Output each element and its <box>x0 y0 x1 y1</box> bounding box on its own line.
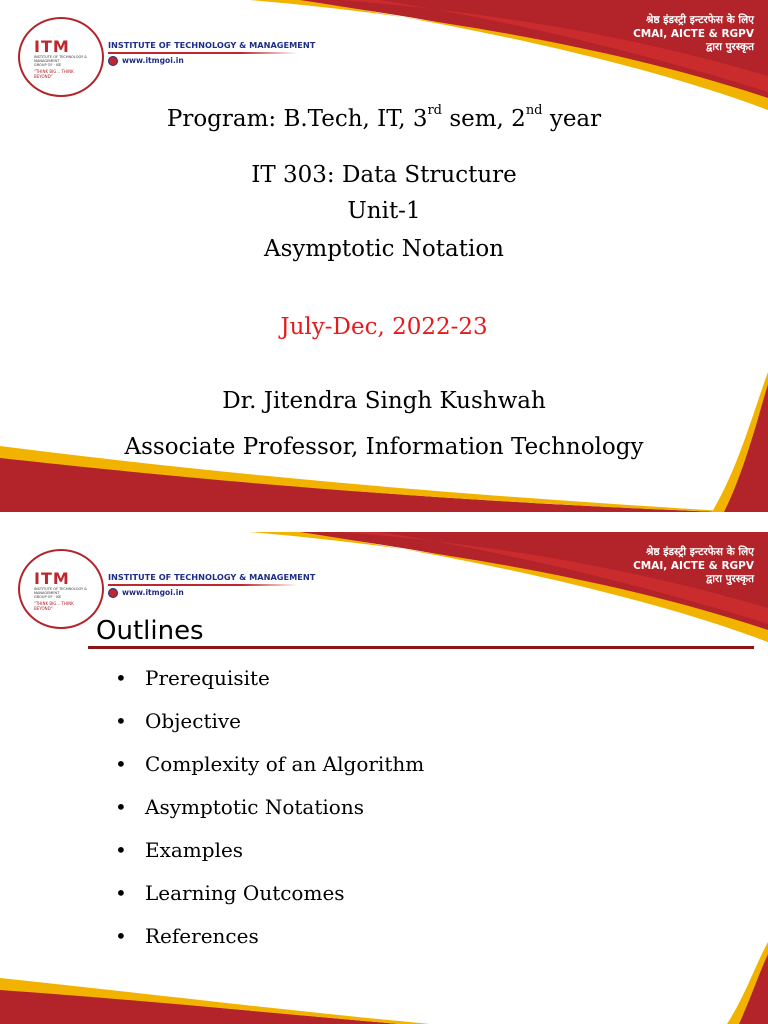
list-item <box>115 795 424 838</box>
slide-outlines <box>0 532 768 1024</box>
bullet-icon: • <box>115 666 127 690</box>
globe-icon <box>108 56 118 66</box>
program-mid: sem, 2 <box>442 106 526 132</box>
title-underline <box>88 646 754 649</box>
globe-icon <box>108 588 118 598</box>
banner-divider <box>108 52 298 54</box>
list-item-label: Complexity of an Algorithm <box>145 752 425 776</box>
list-item-label: References <box>145 924 259 948</box>
itm-logo <box>18 17 104 97</box>
list-item-label: Prerequisite <box>145 666 270 690</box>
list-item-label: Objective <box>145 709 242 733</box>
award-badge <box>622 546 754 587</box>
program-superscript-2: nd <box>525 103 543 118</box>
logo-tagline: "THINK BIG... THINK BEYOND" <box>34 601 74 611</box>
bullet-icon: • <box>115 924 127 948</box>
website-link[interactable]: www.itmgoi.in <box>122 588 184 597</box>
award-line-1: श्रेष्ठ इंडस्ट्री इन्टरफेस के लिए <box>645 14 754 26</box>
award-line-3: द्वारा पुरस्कृत <box>706 573 754 585</box>
award-line-2: CMAI, AICTE & RGPV <box>633 27 754 40</box>
award-line-2: CMAI, AICTE & RGPV <box>633 559 754 572</box>
list-item <box>115 838 424 881</box>
institute-banner <box>108 40 316 68</box>
faculty-designation: Associate Professor, Information Technology <box>124 434 644 460</box>
award-badge <box>622 14 754 55</box>
outline-list <box>115 666 424 967</box>
program-line <box>0 103 768 132</box>
website-row <box>108 587 298 598</box>
website-link[interactable]: www.itmgoi.in <box>122 56 184 65</box>
logo-tagline: "THINK BIG... THINK BEYOND" <box>34 69 74 79</box>
unit-label: Unit-1 <box>347 198 421 224</box>
list-item <box>115 881 424 924</box>
list-item-label: Learning Outcomes <box>145 881 345 905</box>
institute-banner <box>108 572 316 600</box>
award-line-1: श्रेष्ठ इंडस्ट्री इन्टरफेस के लिए <box>645 546 754 558</box>
institute-name: INSTITUTE OF TECHNOLOGY & MANAGEMENT <box>108 40 316 50</box>
program-prefix: Program: B.Tech, IT, 3 <box>166 106 428 132</box>
logo-subtext: INSTITUTE OF TECHNOLOGY & MANAGEMENT <box>34 587 87 595</box>
list-item <box>115 752 424 795</box>
list-item <box>115 666 424 709</box>
itm-logo <box>18 549 104 629</box>
outlines-title: Outlines <box>96 616 204 646</box>
faculty-name: Dr. Jitendra Singh Kushwah <box>222 388 546 414</box>
bullet-icon: • <box>115 838 127 862</box>
session-label: July-Dec, 2022-23 <box>280 314 488 340</box>
website-row <box>108 55 298 66</box>
program-superscript-1: rd <box>427 103 443 118</box>
institute-name: INSTITUTE OF TECHNOLOGY & MANAGEMENT <box>108 572 316 582</box>
bullet-icon: • <box>115 709 127 733</box>
bullet-icon: • <box>115 795 127 819</box>
program-suffix: year <box>542 106 602 132</box>
logo-group: GROUP OF · ISE <box>34 595 62 599</box>
award-line-3: द्वारा पुरस्कृत <box>706 41 754 53</box>
list-item <box>115 709 424 752</box>
slide-gap <box>0 512 768 532</box>
banner-divider <box>108 584 298 586</box>
bullet-icon: • <box>115 752 127 776</box>
topic-title: Asymptotic Notation <box>263 236 504 262</box>
logo-subtext: INSTITUTE OF TECHNOLOGY & MANAGEMENT <box>34 55 87 63</box>
logo-wordmark: ITM <box>34 569 70 588</box>
bullet-icon: • <box>115 881 127 905</box>
list-item-label: Asymptotic Notations <box>145 795 364 819</box>
course-title: IT 303: Data Structure <box>251 162 517 188</box>
list-item-label: Examples <box>145 838 244 862</box>
list-item <box>115 924 424 967</box>
logo-group: GROUP OF · ISE <box>34 63 62 67</box>
logo-wordmark: ITM <box>34 37 70 56</box>
